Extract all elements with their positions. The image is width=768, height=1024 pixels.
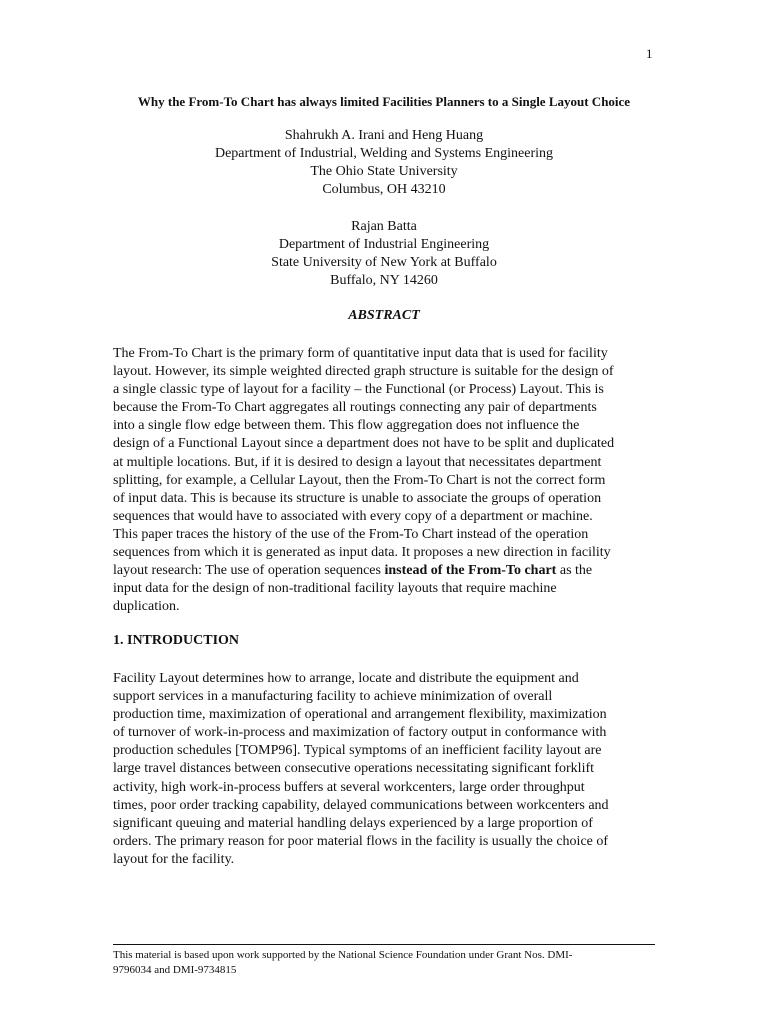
text-line xyxy=(113,562,658,580)
introduction-paragraph xyxy=(113,670,658,869)
text-line: activity, high work-in-process buffers at several workcenters, large order throughput xyxy=(113,779,585,795)
paper-title: Why the From-To Chart has always limited Facilities Planners to a Single Layout Choice xyxy=(137,94,631,109)
text-line: because the From-To Chart aggregates all routings connecting any pair of departments xyxy=(113,400,597,416)
text-line: duplication. xyxy=(113,599,180,615)
section-heading: 1. INTRODUCTION xyxy=(113,633,240,648)
text-line: large travel distances between consecutive operations necessitating significant forklift xyxy=(113,761,595,777)
text-line: The From-To Chart is the primary form of quantitative input data that is used for facility xyxy=(113,346,608,361)
author-department: Department of Industrial Engineering xyxy=(278,237,490,252)
text-line: sequences from which it is generated as input data. It proposes a new direction in facility xyxy=(113,545,611,561)
text-line: times, poor order tracking capability, delayed communications between workcenters and xyxy=(113,797,609,813)
author-block-buffalo xyxy=(0,218,768,290)
text-line: support services in a manufacturing facility to achieve minimization of overall xyxy=(113,689,553,705)
emphasis-text: instead of the From-To chart xyxy=(384,563,557,579)
footnote-line: 9796034 and DMI-9734815 xyxy=(113,964,237,976)
author-names: Rajan Batta xyxy=(351,219,417,234)
author-department: Department of Industrial, Welding and Systems Engineering xyxy=(214,146,554,161)
text-line: of turnover of work-in-process and maximization of factory output in conformance with xyxy=(113,725,607,741)
text-line: production time, maximization of operational and arrangement flexibility, maximization xyxy=(113,707,607,723)
text-line: Facility Layout determines how to arrange, locate and distribute the equipment and xyxy=(113,671,579,686)
author-university: The Ohio State University xyxy=(310,164,458,179)
text-line: of input data. This is because its structure is unable to associate the groups of operation xyxy=(113,490,602,506)
abstract-paragraph xyxy=(113,345,658,616)
abstract-heading: ABSTRACT xyxy=(348,308,420,323)
text-line: layout for the facility. xyxy=(113,851,235,867)
text-line: splitting, for example, a Cellular Layout, then the From-To Chart is not the correct form xyxy=(113,472,606,488)
text-line: a single classic type of layout for a facility – the Functional (or Process) Layout. This is xyxy=(113,382,604,398)
author-names: Shahrukh A. Irani and Heng Huang xyxy=(284,128,484,143)
text-line: orders. The primary reason for poor material flows in the facility is usually the choice of xyxy=(113,833,609,849)
text-line: layout. However, its simple weighted directed graph structure is suitable for the design of xyxy=(113,364,614,380)
text-line: at multiple locations. But, if it is desired to design a layout that necessitates department xyxy=(113,454,602,470)
text-span: as the xyxy=(556,563,593,579)
text-span: layout research: The use of operation sequences xyxy=(113,563,385,579)
text-line: significant queuing and material handling delays experienced by a large proportion of xyxy=(113,815,593,831)
footnote-line: This material is based upon work supported by the National Science Foundation under Grant Nos. DMI- xyxy=(113,949,573,961)
footnote-divider xyxy=(113,944,655,945)
text-line: production schedules [TOMP96]. Typical symptoms of an inefficient facility layout are xyxy=(113,743,602,759)
text-line: This paper traces the history of the use of the From-To Chart instead of the operation xyxy=(113,526,589,542)
text-line: design of a Functional Layout since a department does not have to be split and duplicated xyxy=(113,436,615,452)
author-address: Columbus, OH 43210 xyxy=(322,182,446,197)
author-block-ohio xyxy=(0,127,768,199)
text-line: into a single flow edge between them. This flow aggregation does not influence the xyxy=(113,418,580,434)
footnote xyxy=(113,948,658,978)
page-number: 1 xyxy=(646,46,653,61)
text-line: sequences that would have to associated with every copy of a department or machine. xyxy=(113,508,593,524)
author-address: Buffalo, NY 14260 xyxy=(330,273,438,288)
author-university: State University of New York at Buffalo xyxy=(271,255,497,270)
text-line: input data for the design of non-traditional facility layouts that require machine xyxy=(113,581,557,597)
